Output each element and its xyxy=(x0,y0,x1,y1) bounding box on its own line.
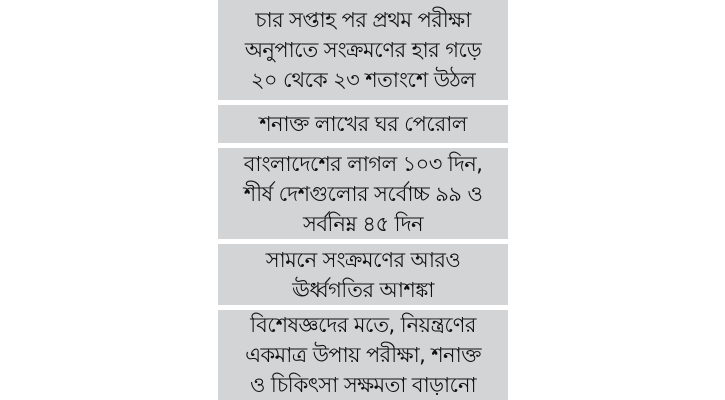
box-text-line: অনুপাতে সংক্রমণের হার গড়ে xyxy=(244,38,482,62)
infographic-column xyxy=(218,0,508,400)
info-box-days-comparison xyxy=(218,148,508,239)
box-text-line: ২০ থেকে ২৩ শতাংশে উঠল xyxy=(250,68,476,92)
box-text-line: শনাক্ত লাখের ঘর পেরোল xyxy=(259,112,467,136)
box-text-line: বিশেষজ্ঞদের মতে, নিয়ন্ত্রণের xyxy=(250,313,476,337)
box-text-line: সামনে সংক্রমণের আরও xyxy=(265,247,461,272)
info-box-test-ratio xyxy=(218,0,508,100)
box-text-line: ঊর্ধ্বগতির আশঙ্কা xyxy=(292,277,434,302)
box-text-line: শীর্ষ দেশগুলোর সর্বোচ্চ ৯৯ ও xyxy=(243,181,483,206)
box-text-line: ও চিকিৎসা সক্ষমতা বাড়ানো xyxy=(249,373,477,397)
box-text-line: বাংলাদেশের লাগল ১০৩ দিন, xyxy=(243,151,483,176)
info-box-cases-lakh xyxy=(218,105,508,143)
info-box-rise-fear xyxy=(218,244,508,305)
info-box-expert-opinion xyxy=(218,310,508,400)
box-text-line: চার সপ্তাহ পর প্রথম পরীক্ষা xyxy=(255,8,471,32)
box-text-line: সর্বনিম্ন ৪৫ দিন xyxy=(303,211,423,236)
box-text-line: একমাত্র উপায় পরীক্ষা, শনাক্ত xyxy=(245,343,481,367)
